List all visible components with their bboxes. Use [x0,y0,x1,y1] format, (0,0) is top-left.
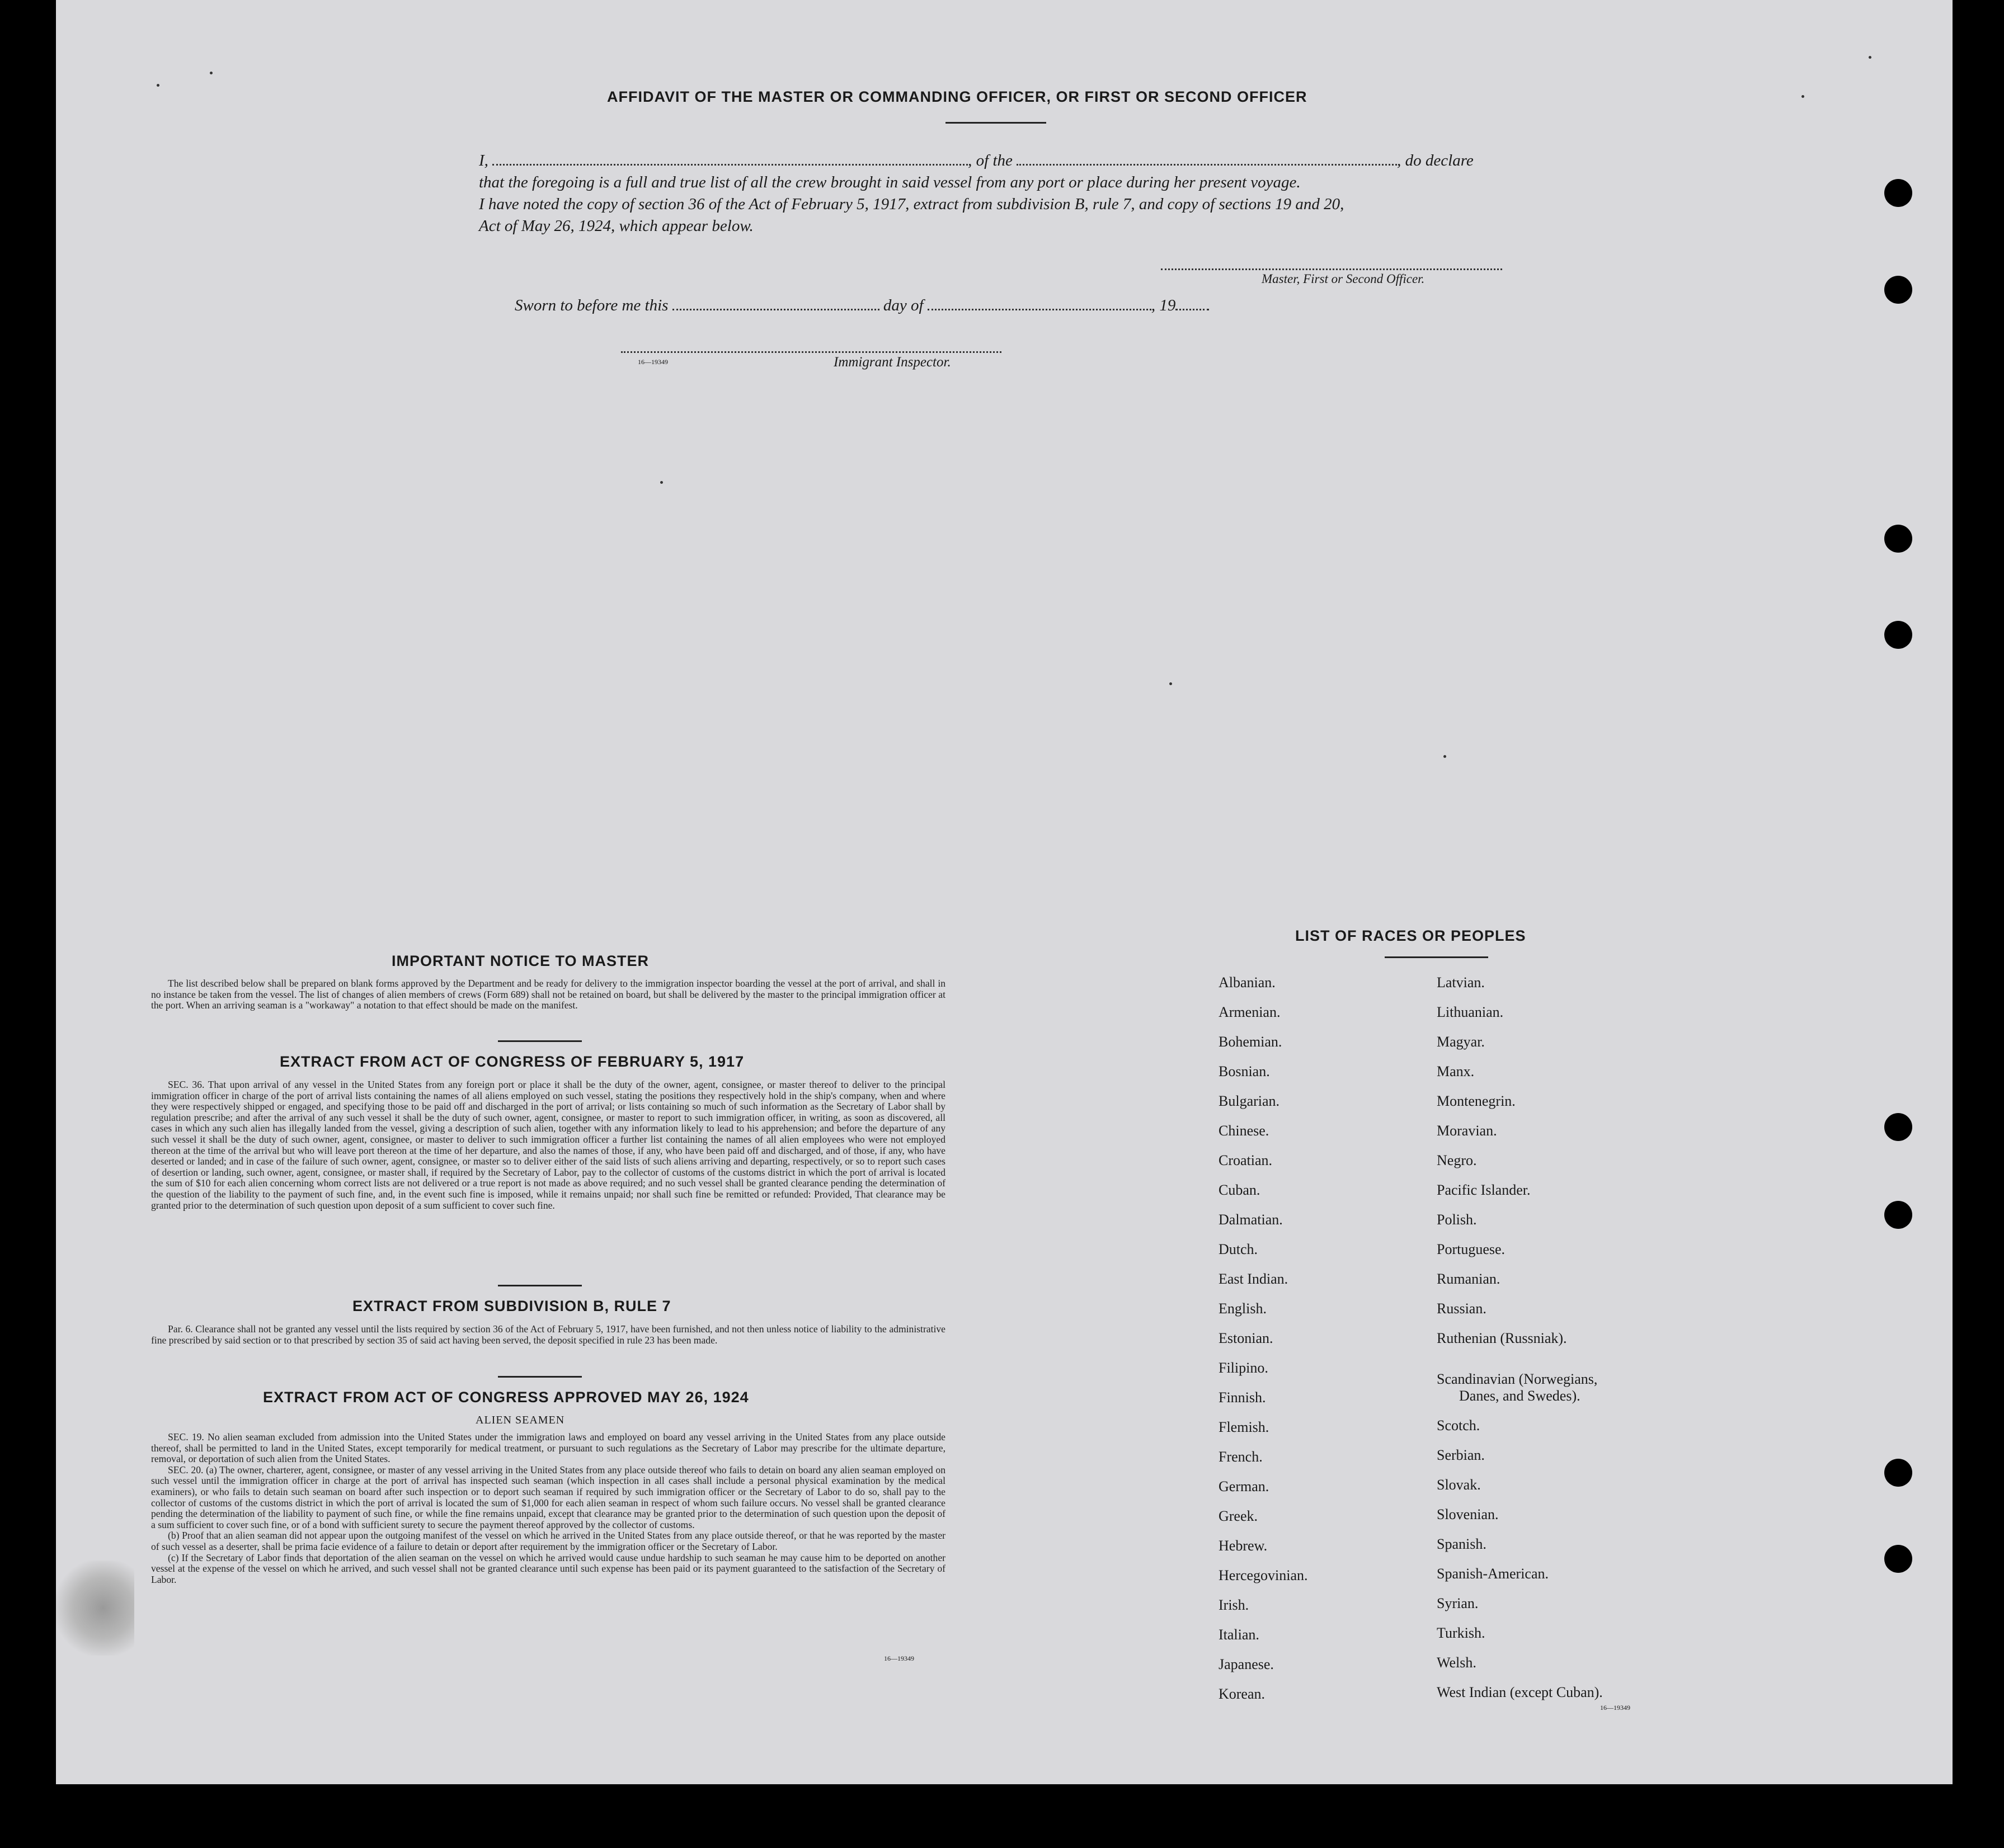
punch-hole [1884,1113,1912,1141]
form-number: 16—19349 [1600,1704,1630,1712]
section-rule [498,1285,582,1286]
race-item: Cuban. [1219,1182,1260,1198]
race-item: Moravian. [1437,1123,1497,1139]
race-item: Polish. [1437,1211,1477,1228]
ink-speck [1869,56,1871,59]
race-item: Pacific Islander. [1437,1182,1531,1198]
race-item: Korean. [1219,1686,1266,1702]
race-item: Turkish. [1437,1625,1485,1641]
sworn-year-blank[interactable] [1175,308,1209,310]
race-item: West Indian (except Cuban). [1437,1684,1603,1700]
vessel-blank[interactable] [1017,163,1397,166]
race-item: Spanish. [1437,1536,1486,1552]
race-item: French. [1219,1449,1263,1465]
ink-speck [660,481,663,484]
ink-speck [157,84,159,87]
race-item: Flemish. [1219,1419,1269,1435]
race-item: Dalmatian. [1219,1211,1283,1228]
ink-speck [1169,682,1172,685]
race-item: Hebrew. [1219,1538,1268,1554]
extract-b7-title: EXTRACT FROM SUBDIVISION B, RULE 7 [352,1298,671,1314]
races-title: LIST OF RACES OR PEOPLES [1295,927,1526,944]
race-item: Greek. [1219,1508,1258,1524]
declaration-line-2: that the foregoing is a full and true list of all the crew brought in said vessel from any port or place during her present voyage. [479,173,1301,191]
extract-1924-text: SEC. 19. No alien seaman excluded from admission into the United States under the immigration laws and employed on board any vessel arriving in the United States from any place outside thereof, shall be permitted to land in the United States, except temporarily for medical treatment, or pursuant to such regulations as the Secretary of Labor may prescribe for the ultimate departure, removal, or deportation of such alien from the United States. SEC. 20. (a) The owner, charterer, agent, consignee, or master of any vessel arriving in the United States from any place outside thereof who fails to detain on board any alien seaman employed on such vessel until the immigration officer in charge at the port of arrival has inspected such seaman (which inspection in all cases shall include a personal physical examination by the medical examiners), or who fails to detain such seaman on board after such inspection or to deport such seaman if required by such immigration officer or the Secretary of Labor to do so, shall pay to the collector of customs of the customs district in which the port of arrival is located the sum of $1,000 for each alien seaman in respect of whom such failure occurs. No vessel shall be granted clearance pending the determination of the liability to payment of such fine, or while the fine remains unpaid, except that clearance may be granted prior to the determination of such question upon the deposit of a sum sufficient to cover such fine, or of a bond with sufficient surety to secure the payment thereof approved by the collector of customs. (b) Proof that an alien seaman did not appear upon the outgoing manifest of the vessel on which he arrived in the United States from any place outside thereof, or that he was reported by the master of such vessel as a deserter, shall be prima facie evidence of a failure to detain or deport after requirement by the immigration officer or the Secretary of Labor. (c) If the Secretary of Labor finds that deportation of the alien seaman on the vessel on which he arrived would cause undue hardship to such seaman he may cause him to be deported on another vessel at the expense of the vessel on which he arrived, and such vessel shall not be granted clearance until such expense has been paid or its payment guaranteed to the satisfaction of the Secretary of Labor. [151,1431,945,1585]
race-item: Portuguese. [1437,1241,1506,1257]
race-item: Syrian. [1437,1595,1479,1611]
declaration-line-4: Act of May 26, 1924, which appear below. [479,217,754,235]
extract-1917-title: EXTRACT FROM ACT OF CONGRESS OF FEBRUARY 5, 1917 [280,1053,745,1070]
form-number: 16—19349 [638,358,668,366]
race-item: Slovak. [1437,1477,1481,1493]
affidavit-declaration [479,150,1581,237]
stain-mark [56,1561,134,1656]
sworn-line: Sworn to before me this day of , 19 [515,296,1209,315]
race-item: Japanese. [1219,1656,1274,1672]
declaration-line-3: I have noted the copy of section 36 of the Act of February 5, 1917, extract from subdivision B, rule 7, and copy of sections 19 and 20, [479,195,1344,213]
race-item: Bohemian. [1219,1034,1282,1050]
document-page [56,0,1953,1784]
punch-hole [1884,1201,1912,1229]
master-signature-line[interactable] [1161,268,1502,270]
race-item: Dutch. [1219,1241,1258,1257]
punch-hole [1884,621,1912,649]
extract-1917-text: SEC. 36. That upon arrival of any vessel in the United States from any foreign port or place it shall be the duty of the owner, agent, consignee, or master thereof to deliver to the principal immigration officer in charge of the port of arrival lists containing the names of all aliens employed on such vessel, stating the positions they respectively hold in the ship's company, when and where they were respectively shipped or engaged, and specifying those to be paid off and discharged in the port of arrival; or lists containing so much of such information as the Secretary of Labor shall by regulation prescribe; and after the arrival of any such vessel it shall be the duty of such owner, agent, consignee, or master to report to such immigration officer, in writing, as soon as discovered, all cases in which any such alien has illegally landed from the vessel, giving a description of such alien, together with any information likely to lead to his apprehension; and before the departure of any such vessel it shall be the duty of such owner, agent, consignee, or master to deliver to such immigration officer a further list containing the names of all alien employees who were not employed thereon at the time of the arrival but who will leave port thereon at the time of her departure, and also the names of those, if any, who have been paid off and discharged, and of those, if any, who have deserted or landed; and in case of the failure of such owner, agent, consignee, or master so to deliver either of the said lists of such aliens arriving and departing, respectively, or so to report such cases of desertion or landing, such owner, agent, consignee, or master shall, if required by the Secretary of Labor, pay to the collector of customs of the customs district in which the port of arrival is located the sum of $10 for each alien concerning whom correct lists are not delivered or a true report is not made as above required; and no such vessel shall be granted clearance pending the determination of the question of the liability to the payment of such fine, and, in the event such fine is imposed, while it remains unpaid; nor shall such fine be remitted or refunded: Provided, That clearance may be granted prior to the determination of such question upon deposit of a sum sufficient to cover such fine. [151,1079,945,1211]
race-item: Lithuanian. [1437,1004,1504,1020]
race-item: Croatian. [1219,1152,1273,1168]
race-item: Finnish. [1219,1389,1266,1406]
race-item: Danes, and Swedes). [1459,1388,1580,1404]
race-item: Armenian. [1219,1004,1281,1020]
master-signature-label: Master, First or Second Officer. [1262,272,1425,286]
form-number: 16—19349 [884,1654,914,1662]
race-item: Hercegovinian. [1219,1567,1308,1583]
race-item: Italian. [1219,1627,1259,1643]
inspector-label: Immigrant Inspector. [834,355,951,370]
ink-speck [1801,95,1804,98]
race-item: Russian. [1437,1300,1486,1317]
sworn-day-blank[interactable] [672,308,879,310]
race-item: Serbian. [1437,1447,1485,1463]
race-item: Ruthenian (Russniak). [1437,1330,1567,1346]
extract-b7-text: Par. 6. Clearance shall not be granted any vessel until the lists required by section 36 of the Act of February 5, 1917, have been furnished, and not then unless notice of liability to the administrative fine prescribed by said section or to that prescribed by section 35 of said act having been served, the deposit specified in rule 23 has been made. [151,1323,945,1346]
title-rule [945,122,1046,124]
inspector-signature-line[interactable] [621,351,1001,353]
race-item: Manx. [1437,1063,1475,1079]
race-item: Scotch. [1437,1417,1480,1434]
race-item: English. [1219,1300,1267,1317]
race-item: Bulgarian. [1219,1093,1280,1109]
alien-seamen-subtitle: ALIEN SEAMEN [476,1414,565,1426]
race-item: Latvian. [1437,974,1485,991]
races-title-rule [1385,956,1488,958]
section-rule [498,1040,582,1042]
race-item: Estonian. [1219,1330,1273,1346]
race-item: Bosnian. [1219,1063,1270,1079]
sworn-month-blank[interactable] [928,308,1151,310]
ink-speck [1443,755,1446,758]
race-item: Montenegrin. [1437,1093,1516,1109]
declaration-line-1: I, , of the , do declare [479,152,1474,169]
affidavit-title: AFFIDAVIT OF THE MASTER OR COMMANDING OFFICER, OR FIRST OR SECOND OFFICER [607,88,1307,105]
punch-hole [1884,1545,1912,1573]
race-item: East Indian. [1219,1271,1288,1287]
race-item: Albanian. [1219,974,1276,991]
race-item: Chinese. [1219,1123,1269,1139]
race-item: Scandinavian (Norwegians, [1437,1371,1598,1387]
race-item: Rumanian. [1437,1271,1500,1287]
punch-hole [1884,525,1912,553]
race-item: Magyar. [1437,1034,1485,1050]
race-item: Negro. [1437,1152,1477,1168]
race-item: Filipino. [1219,1360,1268,1376]
section-rule [498,1376,582,1378]
race-item: Slovenian. [1437,1506,1499,1522]
race-item: Spanish-American. [1437,1566,1549,1582]
extract-1924-title: EXTRACT FROM ACT OF CONGRESS APPROVED MAY 26, 1924 [263,1389,749,1406]
punch-hole [1884,1459,1912,1487]
name-blank[interactable] [492,163,968,166]
ink-speck [210,72,213,74]
notice-title: IMPORTANT NOTICE TO MASTER [392,953,649,969]
race-item: Irish. [1219,1597,1249,1613]
punch-hole [1884,276,1912,304]
punch-hole [1884,179,1912,207]
race-item: German. [1219,1478,1269,1495]
race-item: Welsh. [1437,1654,1476,1671]
notice-text: The list described below shall be prepared on blank forms approved by the Department and be ready for delivery to the immigration inspector boarding the vessel at the port of arrival, and shall in no instance be taken from the vessel. The list of changes of alien members of crews (Form 689) shall not be retained on board, but shall be delivered by the master to the principal immigration officer at the port. When an arriving seaman is a "workaway" a notation to that effect should be made on the manifest. [151,978,945,1011]
